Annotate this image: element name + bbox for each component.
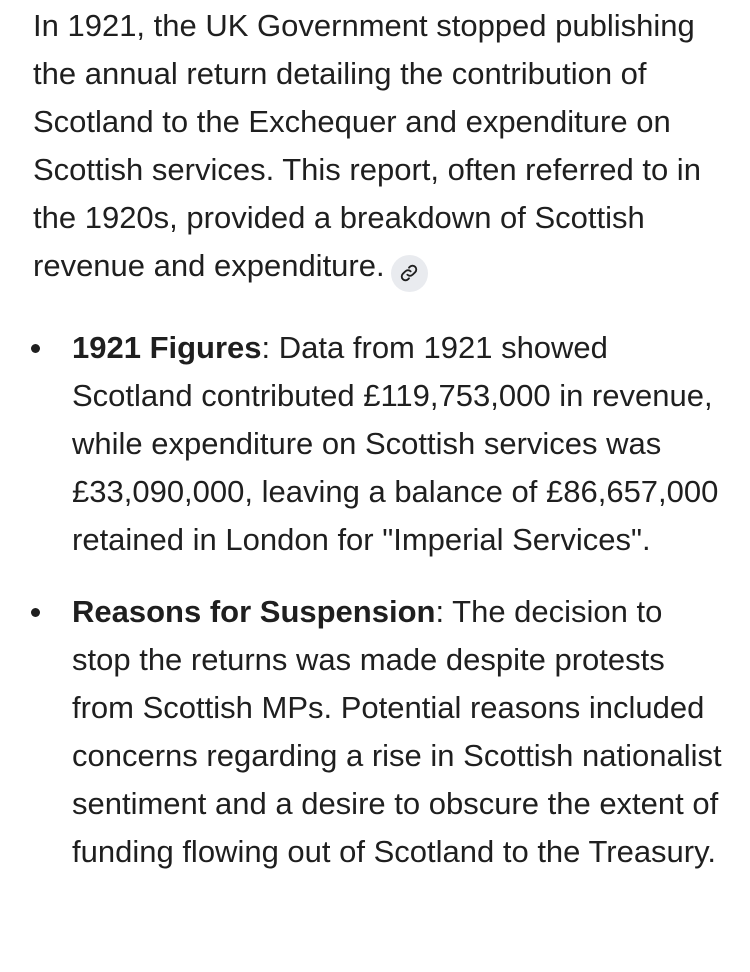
intro-paragraph — [33, 2, 723, 292]
item-text: Data from 1921 showed Scotland contributed £119,753,000 in revenue, while expenditure on Scottish services was £33,090,000, leaving a balance of £86,657,000 retained in London for "Imperial Services". — [72, 329, 719, 557]
source-link-chip[interactable] — [391, 255, 428, 292]
item-term: 1921 Figures — [72, 329, 262, 365]
link-icon — [399, 263, 419, 283]
response-body — [33, 2, 723, 876]
list-item — [33, 588, 723, 876]
bullet-list — [33, 324, 723, 876]
intro-text: In 1921, the UK Government stopped publishing the annual return detailing the contribution of Scotland to the Exchequer and expenditure on Scottish services. This report, often referred to in the 1920s, provided a breakdown of Scottish revenue and expenditure. — [33, 8, 701, 283]
bullet-icon — [31, 608, 40, 617]
item-text: The decision to stop the returns was made despite protests from Scottish MPs. Potential reasons included concerns regarding a rise in Scottish nationalist sentiment and a desire to obscure the extent of funding flowing out of Scotland to the Treasury. — [72, 593, 722, 869]
item-separator: : — [261, 329, 271, 365]
bullet-icon — [31, 344, 40, 353]
item-term: Reasons for Suspension — [72, 593, 436, 629]
item-separator: : — [435, 593, 445, 629]
list-item — [33, 324, 723, 564]
